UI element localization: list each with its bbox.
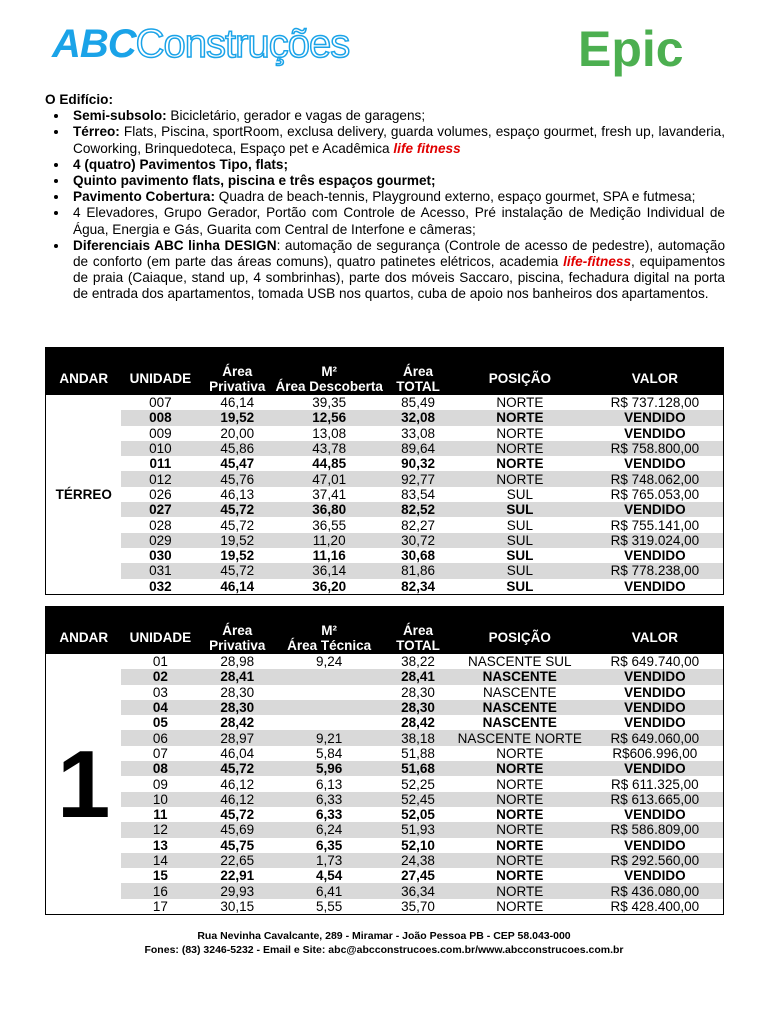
posicao-cell: NORTE — [453, 853, 587, 868]
unit-number-cell: 10 — [121, 792, 199, 807]
table-row — [46, 883, 724, 898]
table-row — [46, 715, 724, 730]
table-row — [46, 669, 724, 684]
area-extra-cell: 9,24 — [315, 654, 343, 670]
posicao-cell: NORTE — [453, 471, 587, 486]
table-row — [46, 776, 724, 791]
unit-number-cell: 15 — [152, 868, 168, 884]
table-row — [46, 868, 724, 883]
area-privativa-cell: 29,93 — [199, 883, 275, 898]
table-row — [46, 395, 724, 410]
feature-highlight: life fitness — [393, 140, 461, 156]
area-extra-cell: 36,14 — [275, 563, 383, 578]
table-row — [46, 807, 724, 822]
table-row — [46, 579, 724, 595]
area-total-cell: 35,70 — [401, 898, 435, 914]
unit-number-cell: 11 — [153, 807, 168, 823]
col-area-privativa: Área Privativa — [199, 607, 275, 655]
unit-number-cell: 05 — [152, 715, 168, 731]
area-total-cell: 28,41 — [383, 669, 453, 684]
area-total-cell: 81,86 — [383, 563, 453, 578]
area-privativa-cell: 28,98 — [220, 654, 255, 670]
feature-item — [69, 157, 725, 173]
posicao-cell: NORTE — [453, 883, 587, 898]
posicao-cell: NORTE — [496, 745, 544, 761]
valor-cell: R$ 649.740,00 — [610, 654, 700, 670]
feature-label: 4 (quatro) Pavimentos Tipo, flats; — [73, 156, 289, 172]
table-row — [46, 730, 724, 745]
area-total-cell: 85,49 — [401, 395, 435, 411]
valor-cell: VENDIDO — [624, 456, 686, 472]
table-row — [46, 746, 724, 761]
posicao-cell: NORTE — [453, 410, 587, 425]
unit-number-cell: 01 — [152, 654, 168, 670]
unit-number-cell: 012 — [121, 471, 199, 486]
col-valor: VALOR — [587, 348, 724, 396]
table-row — [46, 761, 724, 776]
valor-cell: R$ 748.062,00 — [587, 471, 724, 486]
feature-highlight: life-fitness — [563, 254, 632, 270]
feature-item — [69, 173, 725, 189]
posicao-cell: NASCENTE — [453, 700, 587, 715]
feature-text: : automação de segurança (Controle de acesso de pedestre), automação de conforto (em parte das áreas comuns), quatro patinetes elétricos, academia — [73, 237, 725, 270]
col-posicao: POSIÇÃO — [453, 607, 587, 655]
valor-cell: R$ 428.400,00 — [610, 898, 700, 914]
area-total-cell: 92,77 — [383, 471, 453, 486]
feature-text: Quadra de beach-tennis, Playground externo, espaço gourmet, SPA e futmesa; — [215, 189, 696, 205]
footer-contact: Fones: (83) 3246-5232 - Email e Site: abc@abcconstrucoes.com.br/www.abcconstrucoes.com.br — [144, 944, 624, 956]
area-total-cell: 30,72 — [383, 533, 453, 548]
units-table-terreo — [45, 347, 724, 595]
area-total-cell: 24,38 — [383, 853, 453, 868]
posicao-cell: NORTE — [496, 395, 544, 411]
feature-label: Semi-subsolo: — [73, 108, 167, 124]
posicao-cell: SUL — [506, 578, 534, 594]
table-row — [46, 456, 724, 471]
area-extra-cell: 11,20 — [275, 533, 383, 548]
posicao-cell: NASCENTE NORTE — [453, 730, 587, 745]
area-extra-cell: 36,80 — [275, 502, 383, 517]
table-row — [46, 899, 724, 915]
unit-number-cell: 04 — [121, 700, 199, 715]
area-total-cell: 52,05 — [401, 807, 435, 823]
area-privativa-cell: 45,72 — [199, 563, 275, 578]
valor-cell: R$ 436.080,00 — [587, 883, 724, 898]
valor-cell: R$ 765.053,00 — [610, 486, 700, 502]
units-table-floor-1 — [45, 606, 724, 915]
area-privativa-cell: 22,65 — [199, 853, 275, 868]
m2-label: M² — [321, 623, 337, 638]
area-extra-cell: 6,33 — [275, 792, 383, 807]
valor-cell: R$ 649.060,00 — [587, 730, 724, 745]
area-total-cell: 27,45 — [401, 868, 435, 884]
valor-cell: R$ 758.800,00 — [587, 441, 724, 456]
unit-number-cell: 02 — [121, 669, 199, 684]
area-privativa-cell: 28,41 — [199, 669, 275, 684]
area-extra-cell: 1,73 — [275, 853, 383, 868]
posicao-cell: SUL — [506, 548, 534, 564]
table-row — [46, 502, 724, 517]
valor-cell: R$ 613.665,00 — [587, 792, 724, 807]
posicao-cell: NORTE — [496, 807, 544, 823]
valor-cell: R$ 292.560,00 — [587, 853, 724, 868]
area-total-cell: 32,08 — [383, 410, 453, 425]
valor-cell: VENDIDO — [624, 684, 686, 700]
unit-number-cell: 03 — [152, 684, 168, 700]
valor-cell: VENDIDO — [624, 807, 686, 823]
section-title: O Edifício: — [45, 92, 113, 107]
posicao-cell: NORTE — [496, 898, 544, 914]
area-privativa-cell: 45,86 — [199, 441, 275, 456]
valor-cell: VENDIDO — [624, 548, 686, 564]
area-total-cell: 38,22 — [401, 654, 435, 670]
posicao-cell: SUL — [453, 563, 587, 578]
feature-text: , equipamentos de praia (Caiaque, stand up, 4 sombrinhas), parte dos móveis Saccaro, piscina, fechadura digital na porta de entrada dos apartamentos, tomada USB nos quartos, cuba de apoio nos banheiros dos apartamentos. — [73, 254, 725, 302]
footer-address: Rua Nevinha Cavalcante, 289 - Miramar - João Pessoa PB - CEP 58.043-000 — [197, 930, 571, 942]
area-privativa-cell: 46,14 — [220, 578, 255, 594]
feature-item — [69, 205, 725, 237]
unit-number-cell: 09 — [152, 776, 168, 792]
area-privativa-cell: 28,97 — [199, 730, 275, 745]
unit-number-cell: 009 — [149, 425, 172, 441]
valor-cell: VENDIDO — [624, 837, 686, 853]
valor-cell: VENDIDO — [587, 700, 724, 715]
table-row — [46, 822, 724, 837]
andar-cell: TÉRREO — [46, 395, 122, 594]
posicao-cell: NASCENTE SUL — [468, 654, 572, 670]
posicao-cell: SUL — [506, 486, 533, 502]
area-privativa-cell: 19,52 — [199, 410, 275, 425]
posicao-cell: NASCENTE — [483, 684, 557, 700]
posicao-cell: NORTE — [496, 776, 544, 792]
area-total-cell: 52,45 — [383, 792, 453, 807]
col-area-total: Área TOTAL — [383, 348, 453, 396]
unit-number-cell: 028 — [149, 517, 172, 533]
area-total-cell: 83,54 — [401, 486, 435, 502]
area-total-cell: 52,25 — [401, 776, 435, 792]
area-total-cell: 38,18 — [383, 730, 453, 745]
feature-item — [69, 124, 725, 156]
valor-cell: R$ 586.809,00 — [587, 822, 724, 837]
valor-cell: VENDIDO — [587, 502, 724, 517]
area-privativa-cell: 45,76 — [199, 471, 275, 486]
area-privativa-cell: 46,12 — [199, 792, 275, 807]
table-row — [46, 441, 724, 456]
posicao-cell: SUL — [453, 533, 587, 548]
area-extra-cell: 6,13 — [315, 776, 343, 792]
area-total-cell: 89,64 — [383, 441, 453, 456]
posicao-cell: NORTE — [496, 425, 544, 441]
table-row — [46, 853, 724, 868]
area-extra-cell: 11,16 — [312, 548, 346, 564]
col-area-extra — [275, 607, 383, 655]
unit-number-cell: 13 — [152, 837, 168, 853]
col-area-extra-label: Área Descoberta — [275, 379, 383, 394]
area-total-cell: 52,10 — [401, 837, 435, 853]
unit-number-cell: 007 — [149, 395, 172, 411]
area-total-cell: 36,34 — [383, 883, 453, 898]
area-extra-cell: 4,54 — [315, 868, 343, 884]
unit-number-cell: 026 — [149, 486, 172, 502]
col-andar: ANDAR — [46, 348, 122, 396]
area-extra-cell: 43,78 — [275, 441, 383, 456]
area-privativa-cell: 46,04 — [220, 745, 255, 761]
area-privativa-cell: 46,13 — [220, 486, 255, 502]
posicao-cell: NORTE — [496, 456, 544, 472]
posicao-cell: NASCENTE — [453, 669, 587, 684]
col-area-extra-label: Área Técnica — [287, 638, 372, 653]
col-area-extra — [275, 348, 383, 396]
unit-number-cell: 029 — [121, 533, 199, 548]
unit-number-cell: 008 — [121, 410, 199, 425]
area-total-cell: 82,34 — [401, 578, 435, 594]
area-total-cell: 82,27 — [401, 517, 435, 533]
unit-number-cell: 07 — [152, 745, 168, 761]
posicao-cell: SUL — [506, 517, 533, 533]
area-total-cell: 90,32 — [401, 456, 435, 472]
feature-label: Pavimento Cobertura: — [73, 189, 216, 205]
unit-number-cell: 12 — [121, 822, 199, 837]
area-total-cell: 28,42 — [401, 715, 435, 731]
unit-number-cell: 030 — [149, 548, 172, 564]
valor-cell: R$ 611.325,00 — [611, 776, 699, 792]
feature-list — [45, 108, 725, 302]
area-privativa-cell: 28,30 — [199, 700, 275, 715]
area-extra-cell — [275, 715, 383, 730]
epic-logo: Epic — [578, 21, 684, 77]
unit-number-cell: 032 — [149, 578, 172, 594]
area-privativa-cell: 20,00 — [220, 425, 255, 441]
table-row — [46, 685, 724, 700]
table-row — [46, 410, 724, 425]
m2-label: M² — [321, 364, 338, 379]
valor-cell: R$ 319.024,00 — [587, 533, 724, 548]
area-extra-cell: 47,01 — [275, 471, 383, 486]
valor-cell: VENDIDO — [624, 578, 686, 594]
area-total-cell: 82,52 — [383, 502, 453, 517]
area-privativa-cell: 22,91 — [220, 868, 255, 884]
area-extra-cell: 39,35 — [312, 395, 347, 411]
unit-number-cell: 031 — [121, 563, 199, 578]
area-extra-cell: 13,08 — [312, 425, 347, 441]
area-extra-cell: 6,33 — [315, 807, 343, 823]
posicao-cell: NORTE — [496, 837, 544, 853]
area-extra-cell: 5,96 — [275, 761, 383, 776]
posicao-cell: NORTE — [453, 822, 587, 837]
feature-text: 4 Elevadores, Grupo Gerador, Portão com Controle de Acesso, Pré instalação de Medição Individual de Água, Energia e Gás, Guarita com Central de Interfone e câmeras; — [73, 205, 725, 237]
area-privativa-cell: 45,72 — [199, 502, 275, 517]
area-extra-cell: 12,56 — [275, 410, 383, 425]
unit-number-cell: 14 — [121, 853, 199, 868]
area-privativa-cell: 46,12 — [220, 776, 255, 792]
posicao-cell: SUL — [453, 502, 587, 517]
table-row — [46, 517, 724, 532]
feature-text: Flats, Piscina, sportRoom, exclusa delivery, guarda volumes, espaço gourmet, fresh up, lavanderia, Coworking, Brinquedoteca, Espaço pet e Acadêmica — [73, 124, 725, 156]
area-total-cell: 51,93 — [383, 822, 453, 837]
unit-number-cell: 17 — [152, 898, 168, 914]
area-extra-cell — [275, 685, 383, 700]
table-row — [46, 533, 724, 548]
table-row — [46, 792, 724, 807]
posicao-cell: NORTE — [453, 761, 587, 776]
valor-cell: VENDIDO — [624, 425, 686, 441]
area-extra-cell: 44,85 — [312, 456, 347, 472]
area-privativa-cell: 46,14 — [220, 395, 255, 411]
area-privativa-cell: 45,72 — [199, 761, 275, 776]
table-row — [46, 838, 724, 853]
table-row — [46, 563, 724, 578]
building-description — [45, 92, 725, 303]
table-row — [46, 426, 724, 441]
header-row — [46, 348, 724, 396]
andar-cell: 1 — [46, 654, 122, 915]
area-extra-cell: 36,20 — [312, 578, 347, 594]
area-total-cell: 51,88 — [401, 745, 435, 761]
area-privativa-cell: 45,69 — [199, 822, 275, 837]
posicao-cell: NORTE — [453, 441, 587, 456]
valor-cell: R$ 737.128,00 — [610, 395, 700, 411]
area-privativa-cell: 19,52 — [199, 533, 275, 548]
abc-logo: ABCConstruções — [52, 22, 350, 66]
unit-number-cell: 011 — [149, 456, 172, 472]
table-row — [46, 548, 724, 563]
area-total-cell: 51,68 — [383, 761, 453, 776]
valor-cell: VENDIDO — [624, 715, 686, 731]
col-area-privativa: Área Privativa — [199, 348, 275, 396]
unit-number-cell: 027 — [121, 502, 199, 517]
table-row — [46, 700, 724, 715]
area-privativa-cell: 30,15 — [220, 898, 255, 914]
valor-cell: VENDIDO — [587, 669, 724, 684]
table-row — [46, 654, 724, 669]
area-privativa-cell: 45,47 — [220, 456, 255, 472]
feature-item — [69, 238, 725, 303]
feature-label: Térreo: — [73, 124, 120, 140]
unit-number-cell: 16 — [121, 883, 199, 898]
table-row — [46, 471, 724, 486]
area-extra-cell: 6,41 — [275, 883, 383, 898]
valor-cell: VENDIDO — [587, 761, 724, 776]
posicao-cell: NASCENTE — [482, 715, 557, 731]
area-privativa-cell: 45,75 — [220, 837, 255, 853]
valor-cell: VENDIDO — [587, 410, 724, 425]
feature-text: Bicicletário, gerador e vagas de garagens; — [166, 108, 426, 124]
feature-item — [69, 108, 725, 124]
footer — [0, 929, 768, 957]
col-valor: VALOR — [587, 607, 724, 655]
area-total-cell: 28,30 — [383, 700, 453, 715]
unit-number-cell: 010 — [121, 441, 199, 456]
header-row — [46, 607, 724, 655]
area-extra-cell — [275, 700, 383, 715]
area-total-cell: 28,30 — [401, 684, 435, 700]
unit-number-cell: 08 — [121, 761, 199, 776]
feature-label: Quinto pavimento flats, piscina e três espaços gourmet; — [73, 173, 436, 189]
feature-item — [69, 189, 725, 205]
posicao-cell: NORTE — [453, 792, 587, 807]
feature-label: Diferenciais ABC linha DESIGN — [73, 237, 277, 253]
posicao-cell: NORTE — [496, 868, 544, 884]
area-privativa-cell: 28,30 — [220, 684, 255, 700]
valor-cell: R$ 755.141,00 — [610, 517, 700, 533]
area-extra-cell: 5,84 — [315, 745, 343, 761]
col-area-total: Área TOTAL — [383, 607, 453, 655]
area-extra-cell: 37,41 — [312, 486, 347, 502]
unit-number-cell: 06 — [121, 730, 199, 745]
col-posicao: POSIÇÃO — [453, 348, 587, 396]
valor-cell: VENDIDO — [624, 868, 686, 884]
area-extra-cell: 5,55 — [315, 898, 343, 914]
area-privativa-cell: 28,42 — [220, 715, 255, 731]
col-unidade: UNIDADE — [121, 607, 199, 655]
area-extra-cell: 6,24 — [275, 822, 383, 837]
area-privativa-cell: 45,72 — [220, 807, 255, 823]
valor-cell: R$ 778.238,00 — [587, 563, 724, 578]
area-total-cell: 30,68 — [401, 548, 435, 564]
area-extra-cell: 36,55 — [312, 517, 347, 533]
valor-cell: R$606.996,00 — [612, 745, 698, 761]
area-extra-cell: 9,21 — [275, 730, 383, 745]
col-andar: ANDAR — [46, 607, 122, 655]
table-row — [46, 487, 724, 502]
area-extra-cell: 6,35 — [315, 837, 343, 853]
area-extra-cell — [275, 669, 383, 684]
area-total-cell: 33,08 — [401, 425, 435, 441]
col-unidade: UNIDADE — [121, 348, 199, 396]
area-privativa-cell: 45,72 — [220, 517, 255, 533]
area-privativa-cell: 19,52 — [220, 548, 255, 564]
